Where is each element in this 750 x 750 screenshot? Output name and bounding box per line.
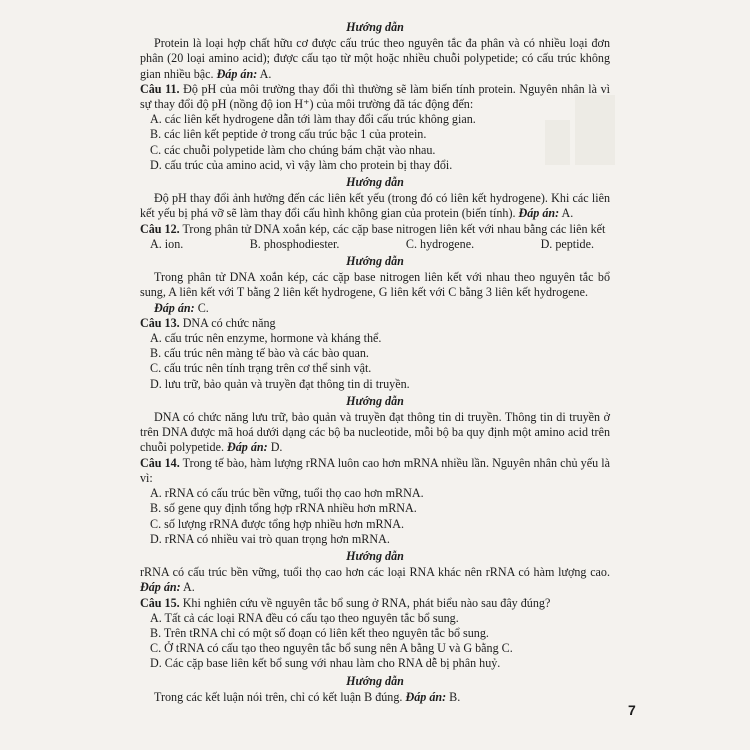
guide-heading: Hướng dẫn <box>346 393 404 408</box>
explanation-paragraph <box>140 191 610 221</box>
answer-label: Đáp án: <box>140 580 181 595</box>
answer-option: B. Trên tRNA chỉ có một số đoạn có liên kết theo nguyên tắc bổ sung. <box>150 625 489 640</box>
answer-value: A. <box>561 206 574 221</box>
question-label: Câu 14. <box>140 455 180 470</box>
answer-option: A. Tất cả các loại RNA đều có cấu tạo theo nguyên tắc bổ sung. <box>150 610 459 625</box>
explanation-text: Trong phân tử DNA xoắn kép, các cặp base nitrogen liên kết với nhau theo nguyên tắc bổ sung, A liên kết với T bằng 2 liên kết hydrogene, G liên kết với C bằng 3 liên kết hydrogene. <box>140 270 610 300</box>
answer-value: D. <box>270 440 283 455</box>
explanation-paragraph <box>140 270 610 300</box>
answer <box>140 580 195 594</box>
answer <box>519 206 574 220</box>
page-number: 7 <box>628 702 636 718</box>
question <box>140 456 610 486</box>
answer <box>405 690 460 704</box>
explanation-paragraph <box>140 36 610 82</box>
explanation-text: Trong các kết luận nói trên, chỉ có kết luận B đúng. <box>154 689 403 704</box>
answer <box>227 440 282 454</box>
answer <box>217 67 272 81</box>
question <box>140 596 610 611</box>
guide-heading: Hướng dẫn <box>346 254 404 269</box>
answer-option: A. rRNA có cấu trúc bền vững, tuổi thọ cao hơn mRNA. <box>150 486 424 501</box>
answer-option: B. các liên kết peptide ở trong cấu trúc bậc 1 của protein. <box>150 127 427 142</box>
question-label: Câu 15. <box>140 595 180 610</box>
guide-heading: Hướng dẫn <box>346 20 404 34</box>
question-label: Câu 13. <box>140 315 180 330</box>
answer <box>140 301 610 316</box>
guide-heading: Hướng dẫn <box>346 175 404 190</box>
answer-option: B. số gene quy định tổng hợp rRNA nhiều hơn mRNA. <box>150 501 417 516</box>
answer-label: Đáp án: <box>518 206 560 221</box>
question-label: Câu 12. <box>140 221 180 236</box>
answer-option: C. cấu trúc nên tính trạng trên cơ thể sinh vật. <box>150 361 372 376</box>
page-content <box>140 18 610 705</box>
explanation-text: DNA có chức năng lưu trữ, bảo quản và truyền đạt thông tin di truyền. Thông tin di truyền ở trên DNA được mã hoá dưới dạng các bộ ba nucleotide, mỗi bộ ba quy định một amino acid trên chuỗi polypetide. <box>140 410 610 455</box>
answer-option: C. hydrogene. <box>405 236 475 251</box>
question-text: DNA có chức năng <box>182 315 276 330</box>
answer-label: Đáp án: <box>227 440 268 455</box>
answer-value: C. <box>197 300 209 315</box>
explanation-text: Độ pH thay đổi ảnh hưởng đến các liên kết yếu (trong đó có liên kết hydrogene). Khi các liên kết yếu bị phá vỡ sẽ làm thay đổi cấu hình không gian của protein (biến tính). <box>140 191 610 221</box>
answer-option: A. các liên kết hydrogene dẫn tới làm thay đổi cấu trúc không gian. <box>150 112 476 127</box>
explanation-paragraph <box>140 410 610 456</box>
answer-label: Đáp án: <box>405 689 447 704</box>
answer-option: A. ion. <box>150 236 184 251</box>
answer-option: C. Ở tRNA có cấu tạo theo nguyên tắc bổ sung nên A bằng U và G bằng C. <box>150 641 513 656</box>
answer-option: B. phosphodiester. <box>249 236 340 251</box>
answer-value: B. <box>449 689 461 704</box>
explanation-text: rRNA có cấu trúc bền vững, tuổi thọ cao hơn các loại RNA khác nên rRNA có hàm lượng cao. <box>140 565 610 580</box>
answer-label: Đáp án: <box>154 300 195 315</box>
answer-option: B. cấu trúc nên màng tế bào và các bào quan. <box>150 346 369 361</box>
answer-option: A. cấu trúc nên enzyme, hormone và kháng thể. <box>150 331 382 346</box>
answer-option: D. lưu trữ, bảo quản và truyền đạt thông tin di truyền. <box>150 376 410 391</box>
question <box>140 316 610 331</box>
explanation-paragraph <box>140 690 610 705</box>
answer-option: C. số lượng rRNA được tổng hợp nhiều hơn mRNA. <box>150 516 405 531</box>
answer-option: D. peptide. <box>540 236 594 251</box>
explanation-text: Protein là loại hợp chất hữu cơ được cấu trúc theo nguyên tắc đa phân và có nhiều loại đơn phân (20 loại amino acid); được cấu tạo từ một hoặc nhiều chuỗi polypetide; có cấu trúc không gian nhiều bậc. <box>140 36 610 81</box>
answer-option: C. các chuỗi polypetide làm cho chúng bám chặt vào nhau. <box>150 142 436 157</box>
guide-heading: Hướng dẫn <box>346 548 404 563</box>
guide-heading: Hướng dẫn <box>346 673 404 688</box>
explanation-paragraph <box>140 565 610 595</box>
question-text: Trong tế bào, hàm lượng rRNA luôn cao hơn mRNA nhiều lần. Nguyên nhân chủ yếu là vì: <box>140 455 610 485</box>
question <box>140 222 610 237</box>
question <box>140 82 610 112</box>
answer-option: D. rRNA có nhiều vai trò quan trọng hơn mRNA. <box>150 531 390 546</box>
question-text: Độ pH của môi trường thay đổi thì thường sẽ làm biến tính protein. Nguyên nhân là vì sự thay đổi độ pH (nồng độ ion H⁺) của môi trường đã tác động đến: <box>140 81 610 112</box>
answer-label: Đáp án: <box>216 66 258 81</box>
question-text: Khi nghiên cứu về nguyên tắc bổ sung ở RNA, phát biểu nào sau đây đúng? <box>182 595 551 610</box>
question-label: Câu 11. <box>140 81 180 96</box>
answer-option: D. Các cặp base liên kết bổ sung với nhau làm cho RNA dễ bị phân huỷ. <box>150 656 501 671</box>
answer-value: A. <box>183 580 195 595</box>
answer-value: A. <box>259 66 272 81</box>
answer-option: D. cấu trúc của amino acid, vì vậy làm cho protein bị thay đổi. <box>150 157 453 172</box>
answer-options-row <box>140 237 610 252</box>
question-text: Trong phân tử DNA xoắn kép, các cặp base nitrogen liên kết với nhau bằng các liên kết <box>182 221 606 236</box>
